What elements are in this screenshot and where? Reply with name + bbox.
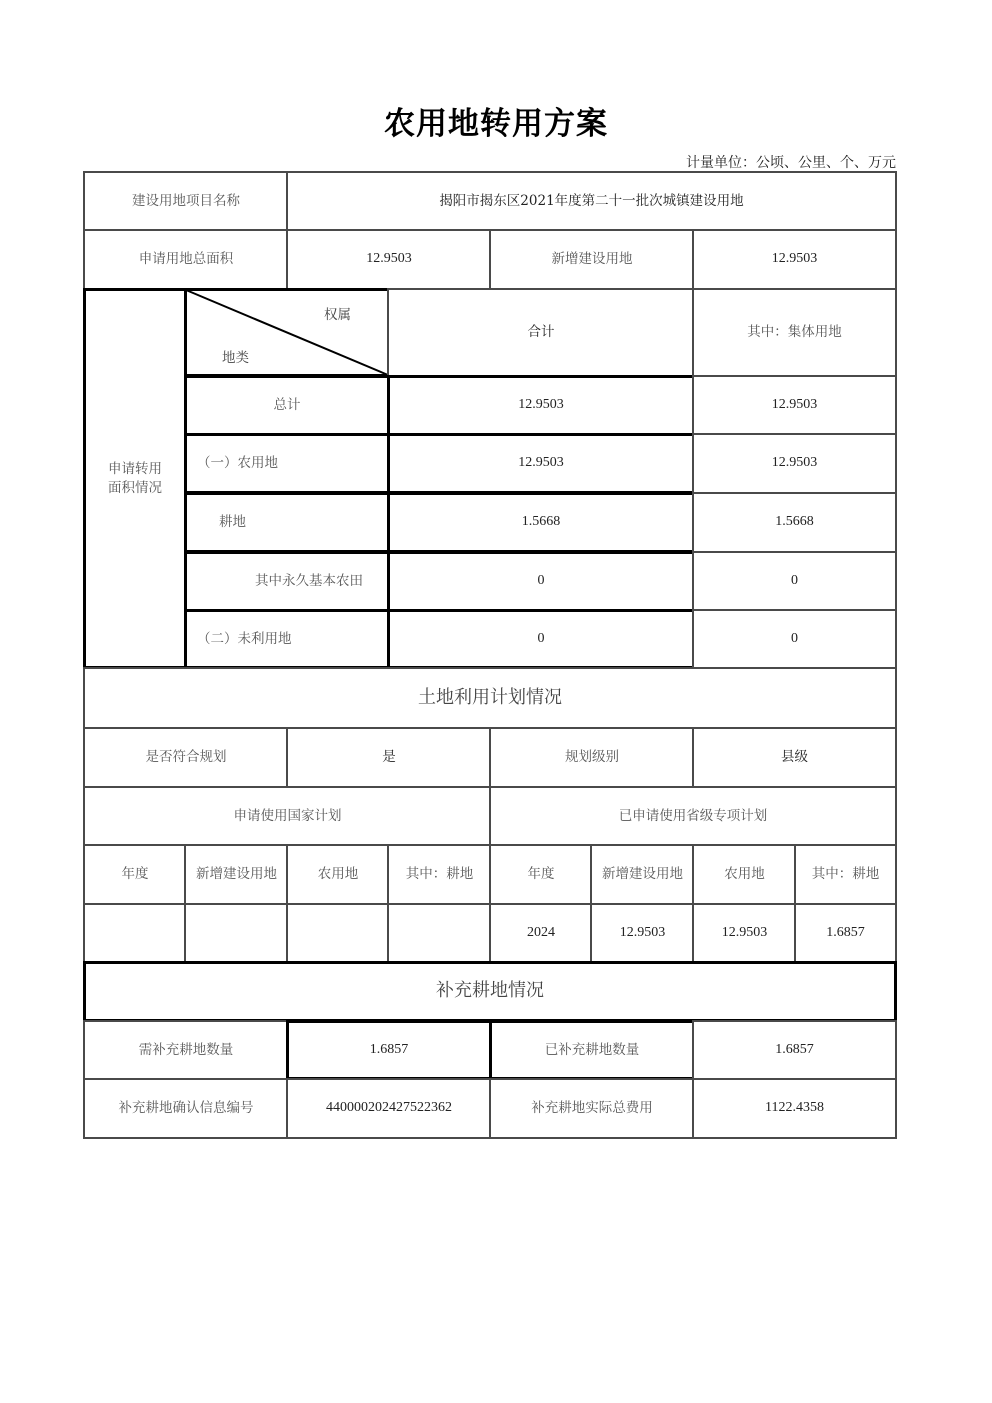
unit-note: 计量单位：公顷、公里、个、万元 — [686, 155, 896, 171]
row-label: （二）未利用地 — [184, 609, 390, 669]
plan-header: 新增建设用地 — [590, 844, 695, 905]
row-label: 总计 — [184, 375, 390, 436]
project-name-label: 建设用地项目名称 — [83, 171, 289, 232]
new-construction-value: 12.9503 — [692, 229, 897, 290]
row-collective: 12.9503 — [692, 375, 897, 436]
row-total: 12.9503 — [387, 375, 695, 436]
plan-header: 年度 — [489, 844, 593, 905]
row-total: 0 — [387, 551, 695, 612]
plan-value — [286, 903, 390, 963]
row-total: 0 — [387, 609, 695, 669]
plan-value: 12.9503 — [692, 903, 797, 963]
plan-header: 新增建设用地 — [184, 844, 289, 905]
plan-header: 年度 — [83, 844, 187, 905]
row-total: 1.5668 — [387, 492, 695, 553]
row-collective: 0 — [692, 551, 897, 612]
plan-header: 农用地 — [692, 844, 797, 905]
plan-value: 1.6857 — [794, 903, 897, 963]
plan-value: 2024 — [489, 903, 593, 963]
national-plan-label: 申请使用国家计划 — [83, 786, 492, 846]
page-title: 农用地转用方案 — [384, 106, 608, 142]
plan-value: 12.9503 — [590, 903, 695, 963]
confirm-number-label: 补充耕地确认信息编号 — [83, 1078, 289, 1139]
conversion-section-text: 申请转用面积情况 — [108, 461, 162, 496]
plan-section-title: 土地利用计划情况 — [83, 667, 897, 729]
plan-value — [83, 903, 187, 963]
plan-header: 其中：耕地 — [387, 844, 492, 905]
conform-label: 是否符合规划 — [83, 727, 289, 788]
actual-cost-label: 补充耕地实际总费用 — [489, 1078, 695, 1139]
done-supplement-value: 1.6857 — [692, 1020, 897, 1080]
row-label: （一）农用地 — [184, 433, 390, 494]
plan-level-value: 县级 — [692, 727, 897, 788]
row-total: 12.9503 — [387, 433, 695, 494]
diag-header-ownership: 权属 — [324, 307, 351, 323]
total-area-value: 12.9503 — [286, 229, 492, 290]
plan-header: 农用地 — [286, 844, 390, 905]
plan-header: 其中：耕地 — [794, 844, 897, 905]
row-collective: 0 — [692, 609, 897, 669]
row-collective: 1.5668 — [692, 492, 897, 553]
need-supplement-value: 1.6857 — [286, 1020, 492, 1080]
row-label: 其中永久基本农田 — [184, 551, 390, 612]
project-name-value: 揭阳市揭东区2021年度第二十一批次城镇建设用地 — [286, 171, 897, 232]
supplement-section-title: 补充耕地情况 — [83, 961, 897, 1022]
diag-header-landtype: 地类 — [222, 350, 249, 366]
new-construction-label: 新增建设用地 — [489, 229, 695, 290]
row-label: 耕地 — [184, 492, 390, 553]
need-supplement-label: 需补充耕地数量 — [83, 1020, 289, 1080]
total-area-label: 申请用地总面积 — [83, 229, 289, 290]
col-header-total: 合计 — [387, 288, 695, 377]
plan-value — [184, 903, 289, 963]
plan-value — [387, 903, 492, 963]
plan-level-label: 规划级别 — [489, 727, 695, 788]
done-supplement-label: 已补充耕地数量 — [489, 1020, 695, 1080]
actual-cost-value: 1122.4358 — [692, 1078, 897, 1139]
provincial-plan-label: 已申请使用省级专项计划 — [489, 786, 897, 846]
row-collective: 12.9503 — [692, 433, 897, 494]
conform-value: 是 — [286, 727, 492, 788]
col-header-collective: 其中：集体用地 — [692, 288, 897, 377]
confirm-number-value: 440000202427522362 — [286, 1078, 492, 1139]
